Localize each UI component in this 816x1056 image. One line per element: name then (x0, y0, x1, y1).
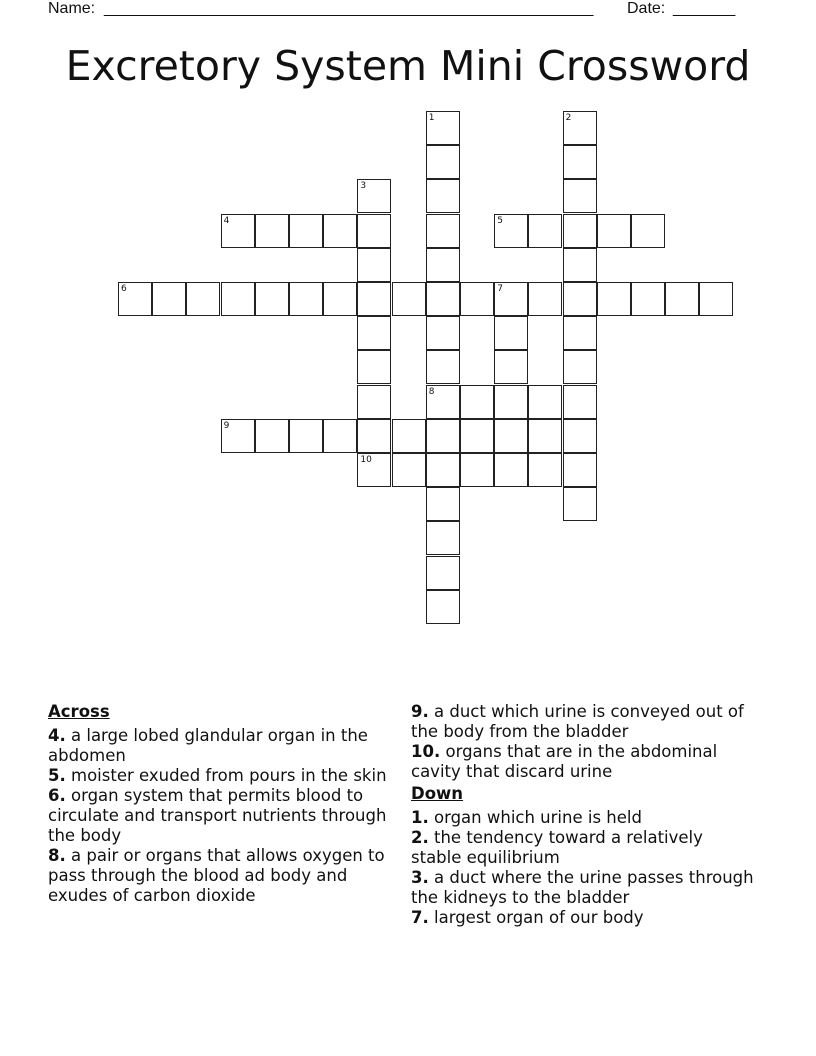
clue-down-7 (411, 908, 756, 928)
cell-number: 4 (223, 215, 230, 226)
crossword-cell[interactable] (494, 419, 528, 453)
clue-text: organ system that permits blood to circulate and transport nutrients through the body (48, 786, 387, 845)
crossword-cell[interactable] (289, 214, 323, 248)
cell-number: 8 (428, 386, 435, 397)
crossword-cell[interactable] (357, 214, 391, 248)
cell-number: 1 (428, 113, 435, 123)
clue-number: 5. (48, 766, 66, 785)
crossword-cell[interactable] (392, 282, 426, 316)
crossword-cell[interactable] (597, 214, 631, 248)
crossword-cell[interactable] (494, 214, 528, 248)
crossword-cell[interactable] (426, 385, 460, 419)
crossword-cell[interactable] (255, 419, 289, 453)
clue-number: 1. (411, 808, 429, 827)
crossword-cell[interactable] (597, 282, 631, 316)
page-title: Excretory System Mini Crossword (65, 42, 751, 90)
clue-text: the tendency toward a relatively stable equilibrium (411, 828, 703, 867)
name-blank-line[interactable]: _______________________________________________________ (104, 0, 594, 17)
clue-across-8 (48, 846, 393, 906)
clue-number: 10. (411, 742, 441, 761)
crossword-cell[interactable] (323, 419, 357, 453)
crossword-cell[interactable] (357, 453, 391, 487)
crossword-cell[interactable] (563, 179, 597, 213)
date-label: Date: (627, 0, 666, 17)
cell-number: 7 (497, 284, 503, 294)
crossword-cell[interactable] (528, 419, 562, 453)
clue-text: a duct where the urine passes through the kidneys to the bladder (411, 868, 754, 907)
crossword-cell[interactable] (563, 214, 597, 248)
clue-text: a pair or organs that allows oxygen to pass through the blood ad body and exudes of carbon dioxide (48, 846, 385, 905)
crossword-cell[interactable] (563, 111, 597, 145)
across-heading: Across (48, 702, 110, 721)
crossword-cell[interactable] (426, 145, 460, 179)
clue-across-6 (48, 786, 393, 846)
crossword-cell[interactable] (323, 214, 357, 248)
crossword-cell[interactable] (255, 214, 289, 248)
crossword-cell[interactable] (255, 282, 289, 316)
clue-number: 3. (411, 868, 429, 887)
cell-number: 6 (121, 284, 127, 294)
crossword-cell[interactable] (426, 590, 460, 624)
clue-text: organ which urine is held (434, 808, 642, 827)
crossword-cell[interactable] (357, 350, 391, 384)
clue-across-5 (48, 766, 393, 786)
clue-number: 7. (411, 908, 429, 927)
clue-text: organs that are in the abdominal cavity that discard urine (411, 742, 718, 781)
crossword-cell[interactable] (426, 214, 460, 248)
crossword-cell[interactable] (221, 214, 255, 248)
crossword-cell[interactable] (528, 214, 562, 248)
crossword-cell[interactable] (426, 179, 460, 213)
crossword-cell[interactable] (426, 316, 460, 350)
crossword-cell[interactable] (563, 350, 597, 384)
crossword-cell[interactable] (426, 453, 460, 487)
date-blank-line[interactable]: _______ (673, 0, 736, 17)
clues-right-column (411, 702, 756, 928)
crossword-cell[interactable] (289, 419, 323, 453)
clue-text: a large lobed glandular organ in the abdomen (48, 726, 368, 765)
crossword-cell[interactable] (426, 556, 460, 590)
clue-across-4 (48, 726, 393, 766)
crossword-cell[interactable] (426, 282, 460, 316)
crossword-cell[interactable] (699, 282, 733, 316)
clue-text: moister exuded from pours in the skin (71, 766, 387, 785)
clue-across-9 (411, 702, 756, 742)
cell-number: 2 (565, 113, 572, 123)
crossword-cell[interactable] (152, 282, 186, 316)
crossword-cell[interactable] (289, 282, 323, 316)
cell-number: 5 (497, 215, 503, 226)
down-heading: Down (411, 784, 464, 803)
clue-number: 2. (411, 828, 429, 847)
clue-down-1 (411, 808, 756, 828)
crossword-cell[interactable] (528, 385, 562, 419)
crossword-cell[interactable] (460, 453, 494, 487)
crossword-cell[interactable] (563, 453, 597, 487)
crossword-cell[interactable] (118, 282, 152, 316)
crossword-cell[interactable] (494, 282, 528, 316)
crossword-cell[interactable] (563, 282, 597, 316)
clues-left-column (48, 702, 393, 906)
crossword-cell[interactable] (323, 282, 357, 316)
crossword-cell[interactable] (563, 385, 597, 419)
cell-number: 3 (360, 181, 367, 192)
clue-text: a duct which urine is conveyed out of the body from the bladder (411, 702, 744, 741)
crossword-cell[interactable] (460, 419, 494, 453)
crossword-cell[interactable] (357, 385, 391, 419)
crossword-cell[interactable] (357, 248, 391, 282)
crossword-cell[interactable] (426, 419, 460, 453)
crossword-cell[interactable] (494, 350, 528, 384)
crossword-cell[interactable] (563, 248, 597, 282)
crossword-cell[interactable] (357, 282, 391, 316)
crossword-cell[interactable] (631, 282, 665, 316)
crossword-cell[interactable] (426, 521, 460, 555)
crossword-cell[interactable] (357, 316, 391, 350)
crossword-cell[interactable] (357, 179, 391, 213)
crossword-cell[interactable] (563, 145, 597, 179)
crossword-cell[interactable] (528, 453, 562, 487)
clue-down-3 (411, 868, 756, 908)
crossword-cell[interactable] (357, 419, 391, 453)
clue-number: 4. (48, 726, 66, 745)
crossword-cell[interactable] (528, 282, 562, 316)
crossword-cell[interactable] (494, 316, 528, 350)
crossword-cell[interactable] (426, 487, 460, 521)
name-label: Name: (48, 0, 96, 17)
crossword-cell[interactable] (460, 385, 494, 419)
cell-number: 10 (360, 455, 372, 465)
crossword-cell[interactable] (563, 487, 597, 521)
cell-number: 9 (223, 420, 230, 431)
clue-text: largest organ of our body (434, 908, 644, 927)
crossword-cell[interactable] (494, 385, 528, 419)
crossword-cell[interactable] (460, 282, 494, 316)
crossword-cell[interactable] (426, 111, 460, 145)
clue-number: 8. (48, 846, 66, 865)
crossword-cell[interactable] (426, 248, 460, 282)
crossword-cell[interactable] (563, 419, 597, 453)
clue-down-2 (411, 828, 756, 868)
crossword-cell[interactable] (631, 214, 665, 248)
clue-number: 6. (48, 786, 66, 805)
crossword-cell[interactable] (665, 282, 699, 316)
crossword-cell[interactable] (221, 419, 255, 453)
crossword-cell[interactable] (186, 282, 220, 316)
crossword-cell[interactable] (426, 350, 460, 384)
clue-across-10 (411, 742, 756, 782)
crossword-cell[interactable] (494, 453, 528, 487)
crossword-cell[interactable] (392, 419, 426, 453)
clue-number: 9. (411, 702, 429, 721)
crossword-cell[interactable] (392, 453, 426, 487)
crossword-cell[interactable] (563, 316, 597, 350)
crossword-cell[interactable] (221, 282, 255, 316)
